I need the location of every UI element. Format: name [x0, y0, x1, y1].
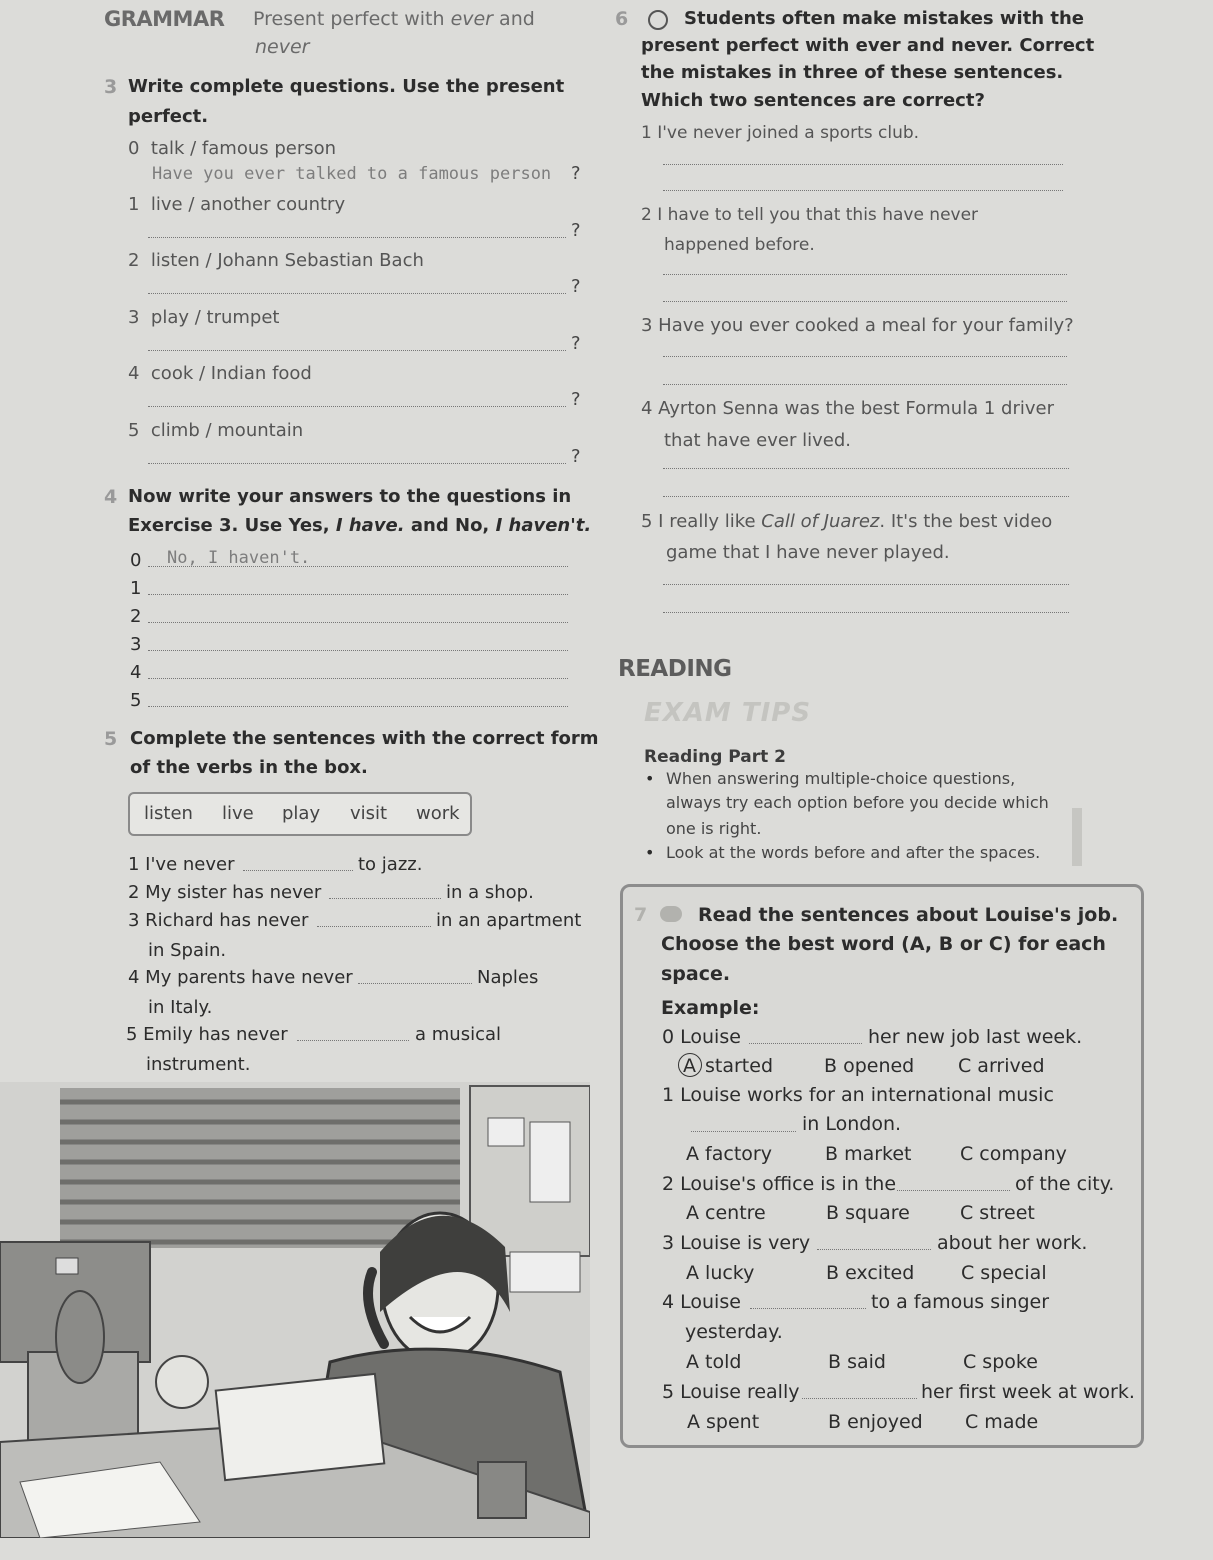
audio-icon — [648, 10, 668, 30]
ex6-line-1a[interactable] — [663, 164, 1063, 165]
q1-blank[interactable] — [691, 1131, 796, 1132]
q2-blank[interactable] — [897, 1190, 1010, 1191]
ex3-item-4-num: 4 — [128, 363, 140, 384]
q2-line-2: of the city. — [1015, 1173, 1115, 1195]
ex4-num-5: 5 — [130, 690, 142, 711]
ex3-answer-line-5[interactable] — [148, 463, 566, 464]
q2-opt-c[interactable]: C street — [960, 1202, 1035, 1224]
ex5-blank-2[interactable] — [329, 898, 441, 899]
ex5-s4a: 4 My parents have never — [128, 967, 353, 988]
ex6-sentence-4a: 4 Ayrton Senna was the best Formula 1 driver — [641, 398, 1054, 419]
example-0b: her new job last week. — [868, 1026, 1083, 1048]
ex5-blank-5[interactable] — [297, 1040, 409, 1041]
grammar-title — [253, 8, 535, 30]
ex6-s5-game-title: Call of Juarez — [761, 511, 880, 532]
tip-1-line-3: one is right. — [666, 819, 762, 838]
verb-live: live — [222, 803, 254, 824]
exercise-7-number: 7 — [634, 904, 648, 926]
ex4-line-0[interactable] — [148, 566, 568, 567]
example-opt-a-letter: A — [683, 1055, 696, 1077]
ex3-item-2-num: 2 — [128, 250, 140, 271]
exercise-5-instruction: Complete the sentences with the correct form — [130, 728, 599, 749]
exercise-4-number: 4 — [104, 486, 118, 508]
ex5-s3c: in Spain. — [148, 940, 227, 961]
ex4-num-1: 1 — [130, 578, 142, 599]
ex6-sentence-5b: game that I have never played. — [666, 542, 950, 563]
exercise-6-instruction-2: present perfect with ever and never. Correct — [641, 35, 1095, 56]
ex5-s3b: in an apartment — [436, 910, 582, 931]
ex6-line-5a[interactable] — [663, 584, 1069, 585]
ex3-qmark-2: ? — [571, 276, 581, 297]
ex3-item-0-answer: Have you ever talked to a famous person — [152, 164, 552, 184]
exam-tips-logo: EXAM TIPS — [644, 698, 812, 728]
q4-line-2: to a famous singer — [871, 1291, 1050, 1313]
ex6-line-5b[interactable] — [663, 612, 1069, 613]
ex5-s3a: 3 Richard has never — [128, 910, 309, 931]
ex3-item-2 — [128, 250, 424, 272]
q4-opt-a[interactable]: A told — [686, 1351, 742, 1373]
q5-opt-c[interactable]: C made — [965, 1411, 1039, 1433]
ex3-item-3-num: 3 — [128, 307, 140, 328]
q5-opt-b[interactable]: B enjoyed — [828, 1411, 923, 1433]
ex5-blank-4[interactable] — [358, 983, 472, 984]
q1-opt-c[interactable]: C company — [960, 1143, 1067, 1165]
ex3-item-0-prompt: talk / famous person — [150, 138, 337, 159]
grammar-label: GRAMMAR — [104, 7, 225, 31]
q2-line-1: 2 Louise's office is in the — [662, 1173, 897, 1195]
ex6-sentence-5a — [641, 511, 1052, 533]
ex6-line-1b[interactable] — [663, 190, 1063, 191]
example-label: Example: — [661, 997, 760, 1019]
ex5-s4c: in Italy. — [148, 997, 213, 1018]
q5-blank[interactable] — [802, 1398, 917, 1399]
q3-opt-b[interactable]: B excited — [826, 1262, 915, 1284]
ex3-item-5-prompt: climb / mountain — [150, 420, 304, 441]
exercise-7-instruction-1: Read the sentences about Louise's job. — [698, 904, 1119, 926]
ex3-qmark-5: ? — [571, 446, 581, 467]
ex3-item-1-num: 1 — [128, 194, 140, 215]
ex3-item-1 — [128, 194, 345, 216]
ex6-s5-part2: . It's the best video — [879, 511, 1053, 532]
ex4-instr-d: I haven't. — [495, 515, 592, 536]
ex6-line-2b[interactable] — [663, 301, 1067, 302]
ex5-s4b: Naples — [477, 967, 539, 988]
ex6-s5-part1: 5 I really like — [641, 511, 756, 532]
exercise-6-instruction-3: the mistakes in three of these sentences. — [641, 62, 1064, 83]
exercise-4-instruction: Now write your answers to the questions in — [128, 486, 572, 507]
ex6-line-2a[interactable] — [663, 274, 1067, 275]
ex4-answer-0: No, I haven't. — [167, 548, 311, 568]
ex5-s5c: instrument. — [146, 1054, 251, 1075]
ex3-item-5 — [128, 420, 303, 442]
reading-heading: READING — [618, 656, 732, 682]
q4-opt-b[interactable]: B said — [828, 1351, 886, 1373]
q3-opt-a[interactable]: A lucky — [686, 1262, 755, 1284]
ex6-line-4a[interactable] — [663, 468, 1069, 469]
ex3-item-5-num: 5 — [128, 420, 140, 441]
grammar-title-never: never — [255, 36, 310, 58]
ex3-qmark-4: ? — [571, 389, 581, 410]
tip-1-line-2: always try each option before you decide which — [666, 793, 1049, 812]
grammar-title-part: Present perfect with — [253, 8, 445, 30]
ex5-s1b: to jazz. — [358, 854, 423, 875]
ex3-answer-line-1[interactable] — [148, 237, 566, 238]
exercise-4-instruction-2 — [128, 515, 591, 537]
q3-line-1: 3 Louise is very — [662, 1232, 811, 1254]
tip-1-line-1: When answering multiple-choice questions, — [666, 769, 1016, 788]
exercise-6-number: 6 — [615, 8, 629, 30]
ex3-item-1-prompt: live / another country — [150, 194, 346, 215]
exercise-3-number: 3 — [104, 76, 118, 98]
ex5-s1a: 1 I've never — [128, 854, 235, 875]
ex3-qmark-1: ? — [571, 220, 581, 241]
tip-2-bullet: • — [645, 843, 655, 862]
verb-work: work — [416, 803, 460, 824]
ex3-item-3-prompt: play / trumpet — [150, 307, 280, 328]
ex3-item-4-prompt: cook / Indian food — [150, 363, 312, 384]
ex3-item-2-prompt: listen / Johann Sebastian Bach — [150, 250, 424, 271]
verb-box — [128, 792, 472, 836]
ex5-s2a: 2 My sister has never — [128, 882, 322, 903]
q1-opt-a[interactable]: A factory — [686, 1143, 772, 1165]
ex6-sentence-1: 1 I've never joined a sports club. — [641, 123, 920, 143]
example-opt-b: B opened — [824, 1055, 915, 1077]
exam-tips-bar — [1072, 808, 1082, 866]
q4-line-3: yesterday. — [685, 1321, 783, 1343]
ex3-answer-line-3[interactable] — [148, 350, 566, 351]
ex4-line-3[interactable] — [148, 650, 568, 651]
ex4-line-2[interactable] — [148, 622, 568, 623]
q2-opt-b[interactable]: B square — [826, 1202, 910, 1224]
ex4-line-5[interactable] — [148, 706, 568, 707]
q3-line-2: about her work. — [937, 1232, 1088, 1254]
exercise-5-number: 5 — [104, 728, 118, 750]
exercise-5-instruction-2: of the verbs in the box. — [130, 757, 368, 778]
exercise-6-instruction-4: Which two sentences are correct? — [641, 90, 985, 111]
q5-line-2: her first week at work. — [921, 1381, 1135, 1403]
verb-listen: listen — [144, 803, 193, 824]
ex3-item-0 — [128, 138, 336, 160]
q4-line-1: 4 Louise — [662, 1291, 741, 1313]
grammar-title-and: and — [499, 8, 535, 30]
ex6-line-4b[interactable] — [663, 496, 1069, 497]
ex3-qmark-3: ? — [571, 333, 581, 354]
example-0-blank — [749, 1043, 862, 1044]
q3-blank[interactable] — [817, 1249, 931, 1250]
ex4-line-1[interactable] — [148, 594, 568, 595]
ex3-item-0-num: 0 — [128, 138, 140, 159]
ex3-qmark-0: ? — [571, 163, 581, 184]
ex4-line-4[interactable] — [148, 678, 568, 679]
q1-line-2: in London. — [802, 1113, 902, 1135]
ex3-item-3 — [128, 307, 279, 329]
ex5-blank-1[interactable] — [243, 870, 353, 871]
ex4-instr-c: and No, — [410, 515, 490, 536]
ex4-num-3: 3 — [130, 634, 142, 655]
ex6-sentence-2b: happened before. — [664, 235, 815, 255]
ex6-line-3a[interactable] — [663, 356, 1067, 357]
ex3-item-4 — [128, 363, 312, 385]
ex4-instr-a: Exercise 3. Use Yes, — [128, 515, 330, 536]
ex5-blank-3[interactable] — [317, 926, 431, 927]
ex4-num-4: 4 — [130, 662, 142, 683]
example-0a: 0 Louise — [662, 1026, 741, 1048]
exercise-7-instruction-2: Choose the best word (A, B or C) for each — [661, 933, 1106, 955]
exam-icon — [660, 906, 682, 922]
ex6-sentence-2a: 2 I have to tell you that this have never — [641, 205, 979, 225]
tip-1-bullet: • — [645, 769, 655, 788]
verb-play: play — [282, 803, 321, 824]
ex4-num-2: 2 — [130, 606, 142, 627]
q2-opt-a[interactable]: A centre — [686, 1202, 766, 1224]
q4-opt-c[interactable]: C spoke — [963, 1351, 1038, 1373]
q4-blank[interactable] — [750, 1308, 866, 1309]
exercise-6-instruction-1: Students often make mistakes with the — [684, 8, 1085, 29]
ex3-answer-line-4[interactable] — [148, 406, 566, 407]
q5-opt-a[interactable]: A spent — [687, 1411, 760, 1433]
reading-part: Reading Part 2 — [644, 747, 787, 767]
q1-opt-b[interactable]: B market — [825, 1143, 912, 1165]
exercise-3-instruction-2: perfect. — [128, 106, 209, 127]
office-illustration — [0, 1082, 590, 1538]
ex3-answer-line-2[interactable] — [148, 293, 566, 294]
ex6-sentence-4b: that have ever lived. — [664, 430, 851, 451]
q3-opt-c[interactable]: C special — [961, 1262, 1047, 1284]
ex6-sentence-3: 3 Have you ever cooked a meal for your family? — [641, 315, 1074, 336]
ex5-s5b: a musical — [415, 1024, 502, 1045]
exercise-3-instruction: Write complete questions. Use the present — [128, 76, 565, 97]
example-opt-c: C arrived — [958, 1055, 1045, 1077]
ex4-instr-b: I have. — [335, 515, 405, 536]
exercise-7-instruction-3: space. — [661, 963, 731, 985]
ex5-s2b: in a shop. — [446, 882, 534, 903]
verb-visit: visit — [350, 803, 388, 824]
tip-2: Look at the words before and after the spaces. — [666, 843, 1041, 862]
ex4-num-0: 0 — [130, 550, 142, 571]
q1-line-1: 1 Louise works for an international music — [662, 1084, 1054, 1106]
grammar-title-ever: ever — [450, 8, 493, 30]
ex5-s5a: 5 Emily has never — [126, 1024, 288, 1045]
q5-line-1: 5 Louise really — [662, 1381, 800, 1403]
ex6-line-3b[interactable] — [663, 384, 1067, 385]
example-opt-a: started — [705, 1055, 774, 1077]
